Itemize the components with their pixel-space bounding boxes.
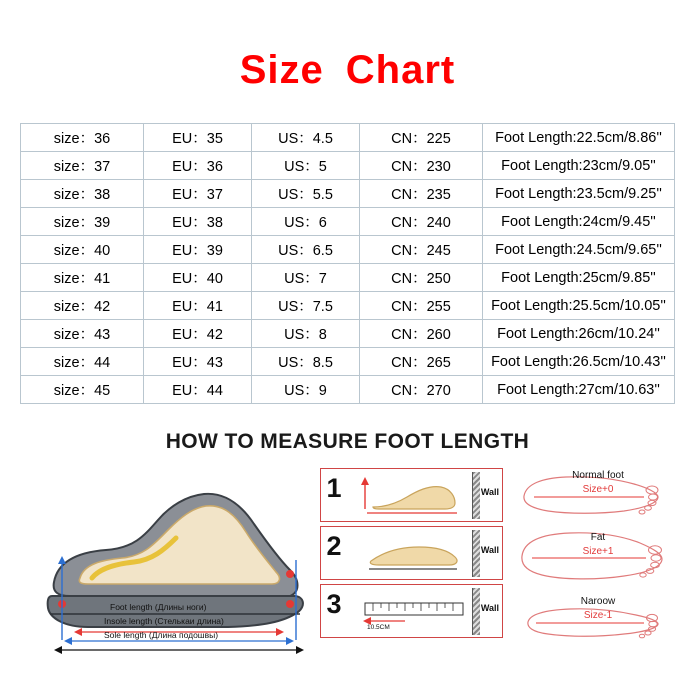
- foot-type-normal-label: Normal foot: [572, 470, 624, 481]
- cell-size: size：42: [21, 292, 144, 320]
- cell-eu: EU：43: [144, 348, 252, 376]
- cell-foot-length: Foot Length:22.5cm/8.86'': [483, 124, 675, 152]
- cell-us: US：4.5: [252, 124, 360, 152]
- cell-size: size：38: [21, 180, 144, 208]
- cell-eu: EU：40: [144, 264, 252, 292]
- cell-eu: EU：35: [144, 124, 252, 152]
- cell-us: US：8: [252, 320, 360, 348]
- cell-size: size：40: [21, 236, 144, 264]
- foot-type-narrow-label: Naroow: [580, 596, 616, 607]
- table-row: [21, 208, 675, 236]
- cell-cn: CN：235: [360, 180, 483, 208]
- step-1-number: 1: [326, 473, 342, 503]
- cell-size: size：39: [21, 208, 144, 236]
- table-row: [21, 236, 675, 264]
- size-chart-table-wrap: [20, 123, 675, 404]
- table-row: [21, 320, 675, 348]
- cell-foot-length: Foot Length:25cm/9.85'': [483, 264, 675, 292]
- foot-type-narrow-size: Size-1: [583, 610, 613, 621]
- cell-cn: CN：245: [360, 236, 483, 264]
- cell-foot-length: Foot Length:26cm/10.24'': [483, 320, 675, 348]
- cell-eu: EU：37: [144, 180, 252, 208]
- wall-hatch: [472, 530, 480, 577]
- table-row: [21, 180, 675, 208]
- step-2-number: 2: [326, 531, 342, 561]
- foot-type-fat-size: Size+1: [582, 546, 614, 557]
- cell-cn: CN：240: [360, 208, 483, 236]
- wall-hatch: [472, 472, 480, 519]
- cell-us: US：8.5: [252, 348, 360, 376]
- cell-foot-length: Foot Length:24.5cm/9.65'': [483, 236, 675, 264]
- step-2: [320, 526, 503, 580]
- table-row: [21, 152, 675, 180]
- table-row: [21, 292, 675, 320]
- cell-size: size：43: [21, 320, 144, 348]
- howto-heading: HOW TO MEASURE FOOT LENGTH: [165, 430, 530, 453]
- cell-foot-length: Foot Length:27cm/10.63'': [483, 376, 675, 404]
- table-row: [21, 348, 675, 376]
- cell-size: size：37: [21, 152, 144, 180]
- step-3-number: 3: [326, 589, 342, 619]
- cell-us: US：9: [252, 376, 360, 404]
- table-row: [21, 376, 675, 404]
- wall-hatch: [472, 588, 480, 635]
- caption-foot-length: Foot length (Длины ноги): [110, 602, 207, 612]
- foot-type-normal-size: Size+0: [582, 484, 614, 495]
- step-3-ruler-note: 10.5CM: [367, 624, 390, 631]
- cell-size: size：45: [21, 376, 144, 404]
- howto-illustrations: [0, 464, 695, 664]
- foot-type-diagrams: [512, 464, 682, 649]
- table-row: [21, 264, 675, 292]
- step-2-wall-label: Wall: [480, 545, 499, 555]
- cell-foot-length: Foot Length:23.5cm/9.25'': [483, 180, 675, 208]
- cell-foot-length: Foot Length:24cm/9.45'': [483, 208, 675, 236]
- cell-us: US：7.5: [252, 292, 360, 320]
- cell-size: size：41: [21, 264, 144, 292]
- cell-foot-length: Foot Length:25.5cm/10.05'': [483, 292, 675, 320]
- cell-cn: CN：270: [360, 376, 483, 404]
- cell-eu: EU：39: [144, 236, 252, 264]
- cell-cn: CN：265: [360, 348, 483, 376]
- cell-cn: CN：255: [360, 292, 483, 320]
- step-1-wall-label: Wall: [480, 487, 499, 497]
- caption-sole-length: Sole length (Длина подошвы): [104, 630, 219, 640]
- size-chart-table: [20, 123, 675, 404]
- cell-size: size：36: [21, 124, 144, 152]
- shoe-diagram: [18, 464, 308, 660]
- page-title: [0, 0, 695, 103]
- cell-cn: CN：230: [360, 152, 483, 180]
- cell-foot-length: Foot Length:26.5cm/10.43'': [483, 348, 675, 376]
- cell-eu: EU：36: [144, 152, 252, 180]
- cell-eu: EU：42: [144, 320, 252, 348]
- caption-insole-length: Insole length (Стелькаи длина): [104, 616, 224, 626]
- foot-type-fat-label: Fat: [590, 532, 606, 543]
- cell-us: US：5: [252, 152, 360, 180]
- cell-eu: EU：38: [144, 208, 252, 236]
- cell-us: US：6.5: [252, 236, 360, 264]
- page-title-right: Chart: [345, 48, 456, 92]
- cell-cn: CN：225: [360, 124, 483, 152]
- cell-foot-length: Foot Length:23cm/9.05'': [483, 152, 675, 180]
- cell-us: US：6: [252, 208, 360, 236]
- table-row: [21, 124, 675, 152]
- cell-cn: CN：260: [360, 320, 483, 348]
- measure-steps: [320, 464, 505, 644]
- cell-size: size：44: [21, 348, 144, 376]
- step-3-wall-label: Wall: [480, 603, 499, 613]
- page-title-left: Size: [239, 48, 324, 92]
- cell-eu: EU：44: [144, 376, 252, 404]
- cell-eu: EU：41: [144, 292, 252, 320]
- cell-us: US：5.5: [252, 180, 360, 208]
- step-1: [320, 468, 503, 522]
- cell-us: US：7: [252, 264, 360, 292]
- cell-cn: CN：250: [360, 264, 483, 292]
- step-3: [320, 584, 503, 638]
